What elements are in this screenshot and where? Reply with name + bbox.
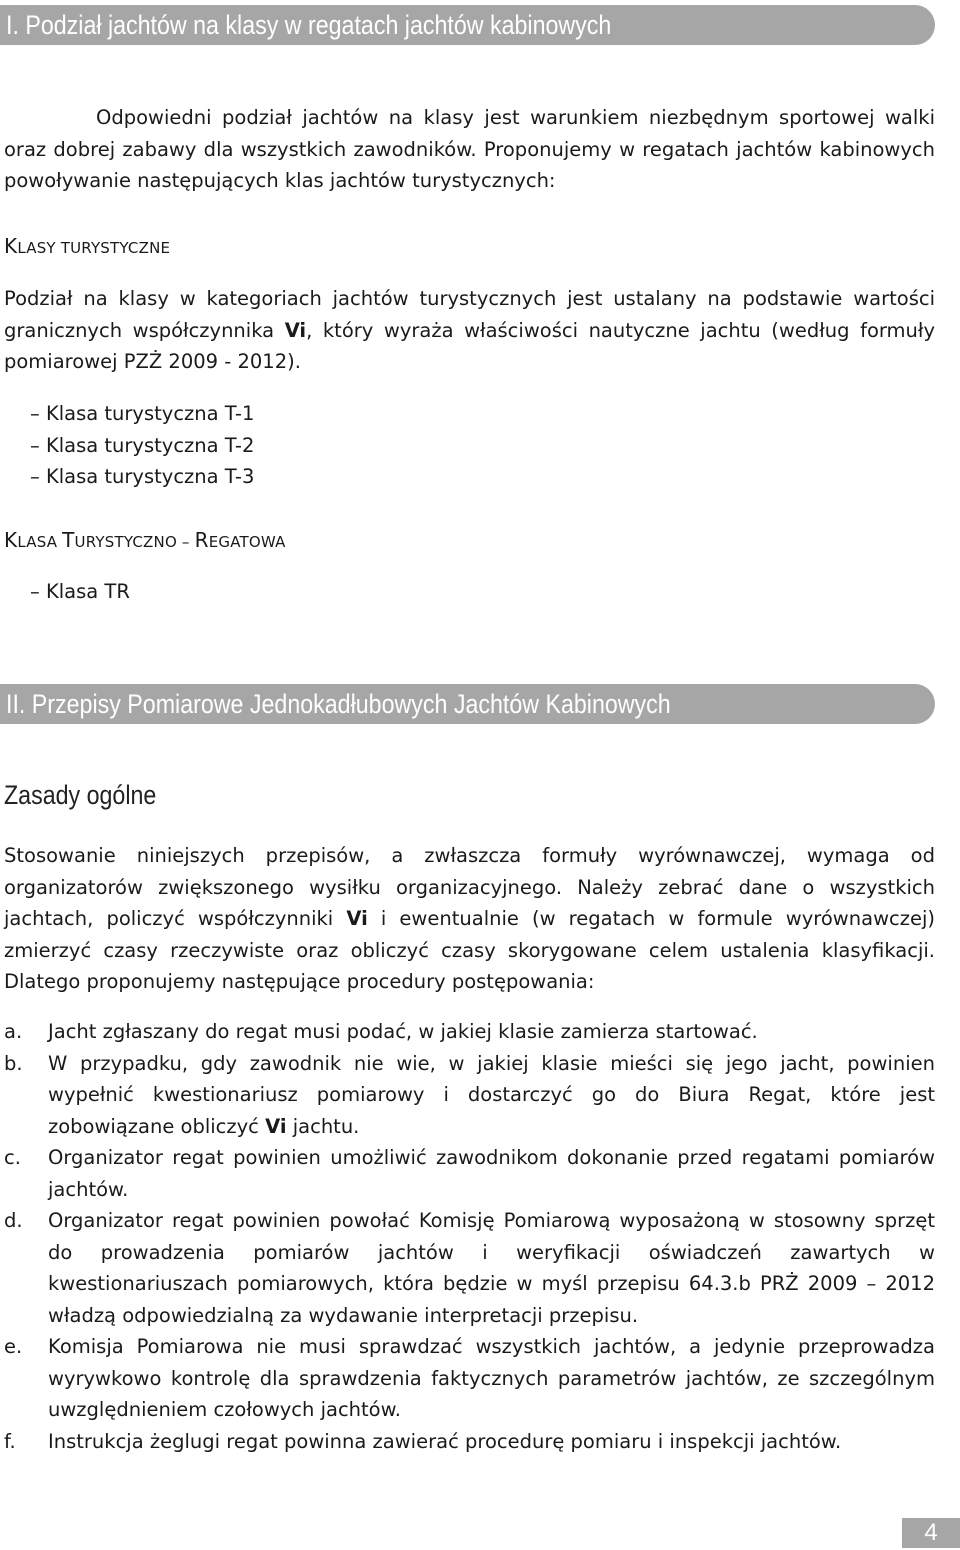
vi-symbol: Vi <box>346 907 368 930</box>
section-2-title-banner <box>0 684 935 724</box>
general-rules-subheading: Zasady ogólne <box>4 780 157 810</box>
touring-class-item: – Klasa turystyczna T-1 <box>30 402 255 425</box>
touring-regatta-heading: KLASA TURYSTYCZNO – REGATOWA <box>4 528 286 552</box>
touring-class-item: – Klasa turystyczna T-2 <box>30 434 255 457</box>
section-1-title: I. Podział jachtów na klasy w regatach jachtów kabinowych <box>6 10 612 40</box>
list-item: b. W przypadku, gdy zawodnik nie wie, w jakiej klasie mieści się jego jacht, powinien wypełnić kwestionariusz pomiarowy i dostarczyć go do Biura Regat, które jest zobowiązane obliczyć Vi jachtu. <box>4 1051 935 1138</box>
list-item: f. Instrukcja żeglugi regat powinna zawierać procedurę pomiaru i inspekcji jachtów. <box>4 1429 842 1453</box>
touring-classes-paragraph: Podział na klasy w kategoriach jachtów turystycznych jest ustalany na podstawie wartości granicznych współczynnika Vi, który wyraża właściwości nautyczne jachtu (według formuły pomiarowej PZŻ 2009 - 2012). <box>4 287 935 373</box>
touring-classes-heading: KLASY TURYSTYCZNE <box>4 234 171 258</box>
vi-symbol: Vi <box>284 318 307 342</box>
tr-class-item: – Klasa TR <box>30 580 130 603</box>
section-2-title: II. Przepisy Pomiarowe Jednokadłubowych Jachtów Kabinowych <box>6 689 671 719</box>
list-item: c. Organizator regat powinien umożliwić zawodnikom dokonanie przed regatami pomiarów jachtów. <box>4 1146 935 1201</box>
page-number: 4 <box>902 1518 960 1548</box>
touring-class-item: – Klasa turystyczna T-3 <box>30 465 255 488</box>
section-1-title-banner <box>0 5 935 45</box>
intro-paragraph: Odpowiedni podział jachtów na klasy jest warunkiem niezbędnym sportowej walki oraz dobrej zabawy dla wszystkich zawodników. Proponujemy w regatach jachtów kabinowych powoływanie następujących klas jachtów turystycznych: <box>4 106 935 192</box>
procedure-list <box>4 1016 935 1457</box>
list-item: e. Komisja Pomiarowa nie musi sprawdzać wszystkich jachtów, a jedynie przeprowadza wyrywkowo kontrolę dla sprawdzenia faktycznych parametrów jachtów, ze szczególnym uwzględnieniem czołowych jachtów. <box>4 1335 935 1421</box>
vi-symbol: Vi <box>265 1114 287 1138</box>
list-item: d. Organizator regat powinien powołać Komisję Pomiarową wyposażoną w stosowny sprzęt do prowadzenia pomiarów jachtów i weryfikacji oświadczeń zawartych w kwestionariuszach pomiarowych, która będzie w myśl przepisu 64.3.b PRŻ 2009 – 2012 władzą odpowiedzialną za wydawanie interpretacji przepisu. <box>4 1209 935 1327</box>
list-item: a. Jacht zgłaszany do regat musi podać, w jakiej klasie zamierza startować. <box>4 1020 758 1043</box>
general-rules-paragraph: Stosowanie niniejszych przepisów, a zwłaszcza formuły wyrównawczej, wymaga od organizatorów zwiększonego wysiłku organizacyjnego. Należy zebrać dane o wszystkich jachtach, policzyć współczynniki Vi i ewentualnie (w regatach w formule wyrównawczej) zmierzyć czasy rzeczywiste oraz obliczyć czasy skorygowane celem ustalenia klasyfikacji. Dlatego proponujemy następujące procedury postępowania: <box>4 844 935 993</box>
